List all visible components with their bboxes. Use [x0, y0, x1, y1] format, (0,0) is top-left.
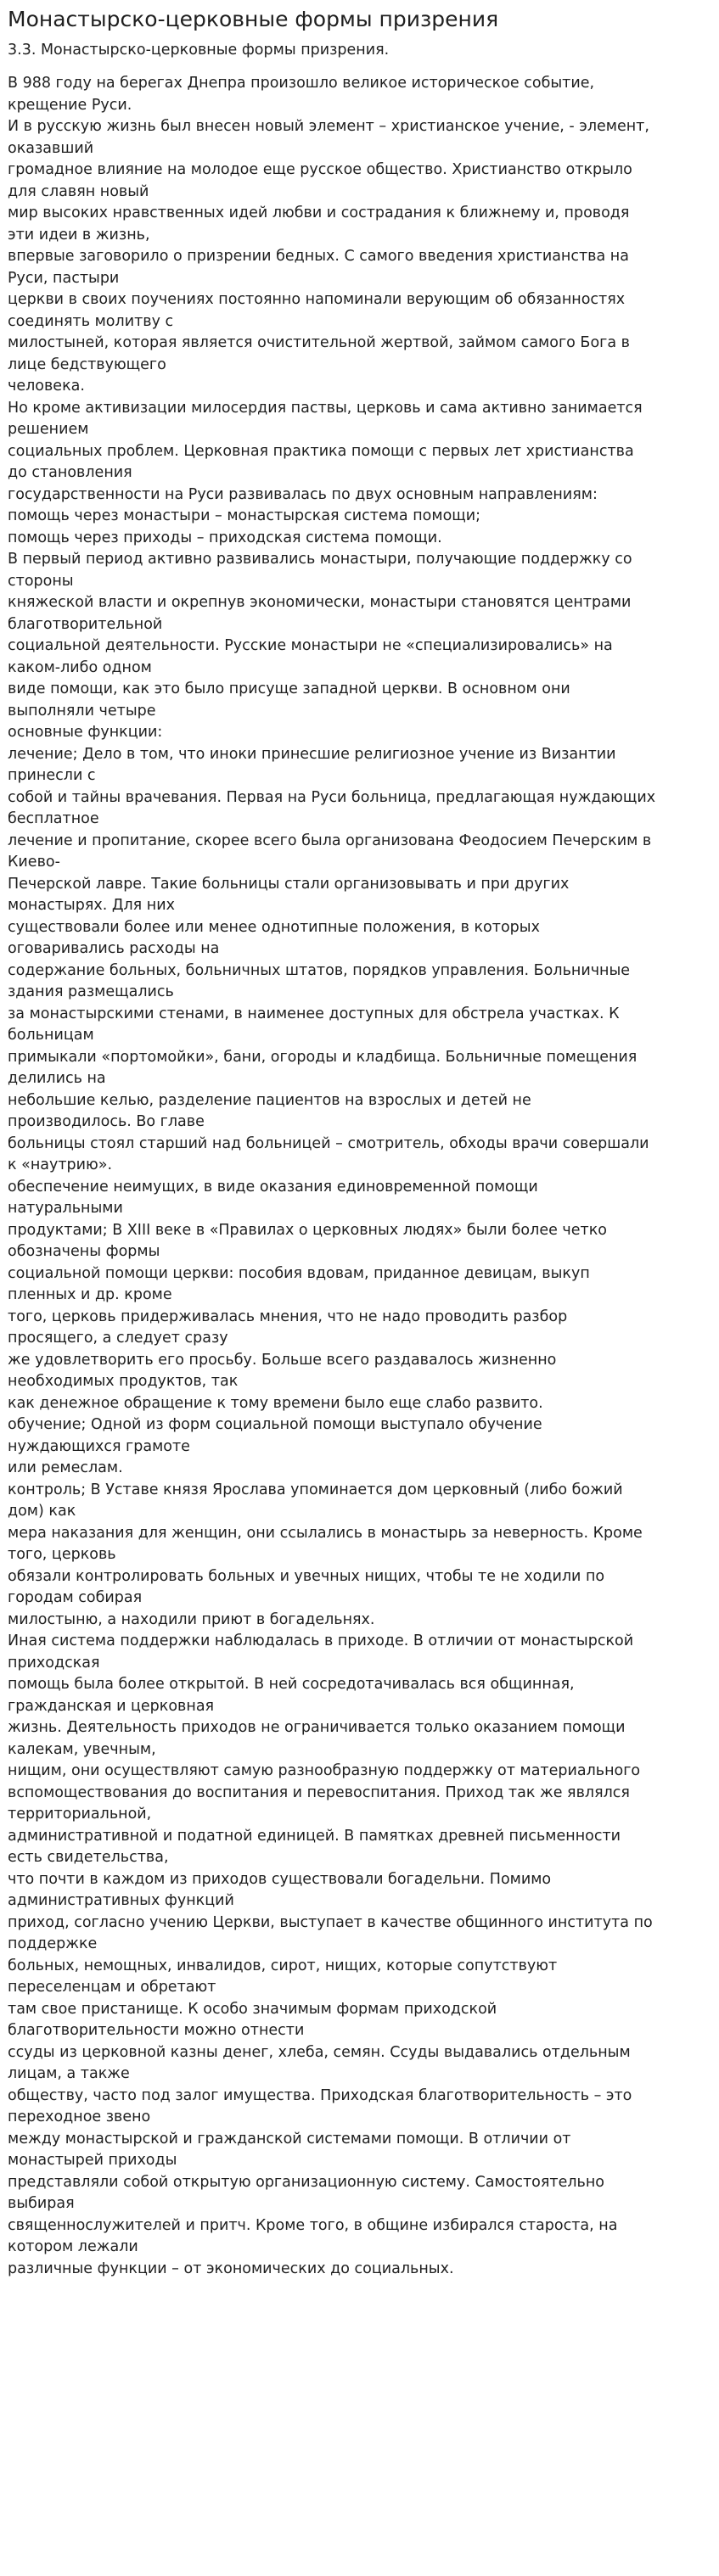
text-line: Руси, пастыри	[8, 269, 120, 287]
text-line: обеспечение неимущих, в виде оказания единовременной помощи	[8, 1178, 538, 1196]
text-line: к «наутрию».	[8, 1156, 113, 1173]
text-line: собой и тайны врачевания. Первая на Руси больница, предлагающая нуждающих	[8, 788, 656, 806]
text-line: нищим, они осуществляют самую разнообразную поддержку от материального	[8, 1762, 641, 1779]
article-body	[8, 73, 707, 2280]
text-line: благотворительной	[8, 615, 163, 633]
text-line: княжеской власти и окрепнув экономически, монастыри становятся центрами	[8, 594, 632, 611]
text-line: гражданская и церковная	[8, 1697, 215, 1715]
text-line: больницам	[8, 1027, 94, 1044]
text-line: помощь через монастыри – монастырская система помощи;	[8, 507, 481, 524]
text-line: обязали контролировать больных и увечных нищих, чтобы те не ходили по	[8, 1567, 605, 1585]
text-line: монастырей приходы	[8, 2152, 177, 2169]
text-line: церкви в своих поучениях постоянно напоминали верующим об обязанностях	[8, 291, 626, 308]
text-line: выполняли четыре	[8, 702, 156, 720]
text-line: примыкали «портомойки», бани, огороды и кладбища. Больничные помещения	[8, 1048, 638, 1066]
text-line: же удовлетворить его просьбу. Больше всего раздавалось жизненно	[8, 1351, 557, 1369]
text-line: решением	[8, 421, 89, 438]
text-line: эти идеи в жизнь,	[8, 226, 150, 244]
text-line: священнослужителей и притч. Кроме того, в общине избирался староста, на	[8, 2216, 618, 2234]
text-line: благотворительности можно отнести	[8, 2022, 305, 2039]
text-line: милостыню, а находили приют в богадельнях.	[8, 1610, 375, 1628]
text-line: или ремеслам.	[8, 1459, 123, 1476]
text-line: есть свидетельства,	[8, 1849, 169, 1866]
text-line: Иная система поддержки наблюдалась в приходе. В отличии от монастырской	[8, 1632, 634, 1649]
text-line: громадное влияние на молодое еще русское общество. Христианство открыло	[8, 161, 632, 178]
text-line: производилось. Во главе	[8, 1113, 205, 1130]
text-line: представляли собой открытую организационную систему. Самостоятельно	[8, 2173, 604, 2191]
text-line: переходное звено	[8, 2108, 151, 2125]
text-line: до становления	[8, 464, 132, 481]
text-line: И в русскую жизнь был внесен новый элемент – христианское учение, - элемент,	[8, 118, 649, 135]
text-line: между монастырской и гражданской системами помощи. В отличии от	[8, 2130, 571, 2148]
text-line: социальных проблем. Церковная практика помощи с первых лет христианства	[8, 442, 634, 460]
text-line: социальной деятельности. Русские монастыри не «специализировались» на	[8, 637, 613, 654]
text-line: лице бедствующего	[8, 356, 166, 373]
text-line: каком-либо одном	[8, 658, 152, 676]
text-line: Киево-	[8, 854, 60, 871]
text-line: оказавший	[8, 139, 94, 157]
text-line: переселенцам и обретают	[8, 1979, 216, 1996]
text-line: обществу, часто под залог имущества. Приходская благотворительность – это	[8, 2086, 632, 2104]
text-line: Но кроме активизации милосердия паствы, церковь и сама активно занимается	[8, 399, 643, 417]
text-line: лечение и пропитание, скорее всего была организована Феодосием Печерским в	[8, 832, 652, 849]
text-line: жизнь. Деятельность приходов не ограничивается только оказанием помощи	[8, 1719, 626, 1736]
text-line: впервые заговорило о призрении бедных. С самого введения христианства на	[8, 248, 629, 265]
text-line: приходская	[8, 1654, 100, 1672]
text-line: основные функции:	[8, 724, 163, 741]
text-line: территориальной,	[8, 1806, 152, 1823]
text-line: натуральными	[8, 1200, 123, 1217]
text-line: Печерской лавре. Такие больницы стали организовывать и при других	[8, 875, 570, 893]
text-line: как денежное обращение к тому времени было еще слабо развито.	[8, 1394, 543, 1412]
text-line: что почти в каждом из приходов существовали богадельни. Помимо	[8, 1870, 552, 1888]
text-line: ссуды из церковной казны денег, хлеба, семян. Ссуды выдавались отдельным	[8, 2043, 631, 2061]
text-line: котором лежали	[8, 2238, 138, 2255]
text-line: административных функций	[8, 1892, 234, 1909]
text-line: необходимых продуктов, так	[8, 1373, 239, 1390]
text-line: различные функции – от экономических до социальных.	[8, 2260, 454, 2277]
text-line: там свое пристанище. К особо значимым формам приходской	[8, 2000, 497, 2018]
text-line: помощь через приходы – приходская система помощи.	[8, 529, 442, 546]
text-line: того, церковь придерживалась мнения, что не надо проводить разбор	[8, 1308, 568, 1325]
text-line: В 988 году на берегах Днепра произошло великое историческое событие,	[8, 75, 595, 92]
text-line: соединять молитву с	[8, 312, 174, 330]
text-line: В первый период активно развивались монастыри, получающие поддержку со	[8, 551, 632, 568]
text-line: здания размещались	[8, 983, 174, 1000]
text-line: содержание больных, больничных штатов, порядков управления. Больничные	[8, 961, 631, 979]
text-line: мера наказания для женщин, они ссылались в монастырь за неверность. Кроме	[8, 1524, 643, 1542]
text-line: дом) как	[8, 1503, 76, 1520]
text-line: нуждающихся грамоте	[8, 1437, 190, 1455]
text-line: бесплатное	[8, 810, 99, 827]
text-line: больных, немощных, инвалидов, сирот, нищих, которые сопутствуют	[8, 1957, 558, 1974]
text-line: поддержке	[8, 1935, 98, 1952]
text-line: виде помощи, как это было присуще западной церкви. В основном они	[8, 680, 570, 697]
text-line: крещение Руси.	[8, 96, 132, 114]
text-line: продуктами; В XIII веке в «Правилах о церковных людях» были более четко	[8, 1221, 607, 1239]
text-line: контроль; В Уставе князя Ярослава упоминается дом церковный (либо божий	[8, 1481, 623, 1498]
text-line: для славян новый	[8, 182, 149, 200]
text-line: социальной помощи церкви: пособия вдовам, приданное девицам, выкуп	[8, 1264, 590, 1282]
text-line: монастырях. Для них	[8, 897, 175, 914]
text-line: калекам, увечным,	[8, 1740, 156, 1758]
text-line: пленных и др. кроме	[8, 1286, 172, 1303]
text-line: милостыней, которая является очистительной жертвой, займом самого Бога в	[8, 334, 630, 351]
text-line: обозначены формы	[8, 1243, 160, 1260]
text-line: за монастырскими стенами, в наименее доступных для обстрела участках. К	[8, 1005, 620, 1022]
text-line: приход, согласно учению Церкви, выступает в качестве общинного института по	[8, 1913, 653, 1931]
text-line: принесли с	[8, 767, 96, 784]
text-line: больницы стоял старший над больницей – смотритель, обходы врачи совершали	[8, 1134, 649, 1152]
text-line: мир высоких нравственных идей любви и сострадания к ближнему и, проводя	[8, 204, 630, 221]
text-line: обучение; Одной из форм социальной помощи выступало обучение	[8, 1416, 542, 1433]
text-line: небольшие келью, разделение пациентов на взрослых и детей не	[8, 1091, 531, 1109]
section-subtitle: 3.3. Монастырско-церковные формы призрения.	[8, 42, 390, 59]
text-line: выбирая	[8, 2195, 75, 2212]
text-line: делились на	[8, 1070, 106, 1087]
text-line: существовали более или менее однотипные положения, в которых	[8, 918, 540, 936]
text-line: стороны	[8, 572, 74, 590]
text-line: просящего, а следует сразу	[8, 1330, 228, 1347]
text-line: государственности на Руси развивалась по двух основным направлениям:	[8, 485, 598, 503]
text-line: помощь была более открытой. В ней сосредотачивалась вся общинная,	[8, 1676, 575, 1693]
text-line: того, церковь	[8, 1546, 116, 1563]
text-line: административной и податной единицей. В памятках древней письменности	[8, 1827, 621, 1845]
text-line: городам собирая	[8, 1589, 143, 1606]
page-title: Монастырско-церковные формы призрения	[8, 7, 499, 31]
text-line: человека.	[8, 378, 85, 395]
text-line: вспомоществования до воспитания и перевоспитания. Приход так же являлся	[8, 1784, 630, 1801]
text-line: лицам, а также	[8, 2065, 130, 2082]
text-line: лечение; Дело в том, что иноки принесшие религиозное учение из Византии	[8, 745, 616, 763]
text-line: оговаривались расходы на	[8, 940, 220, 957]
